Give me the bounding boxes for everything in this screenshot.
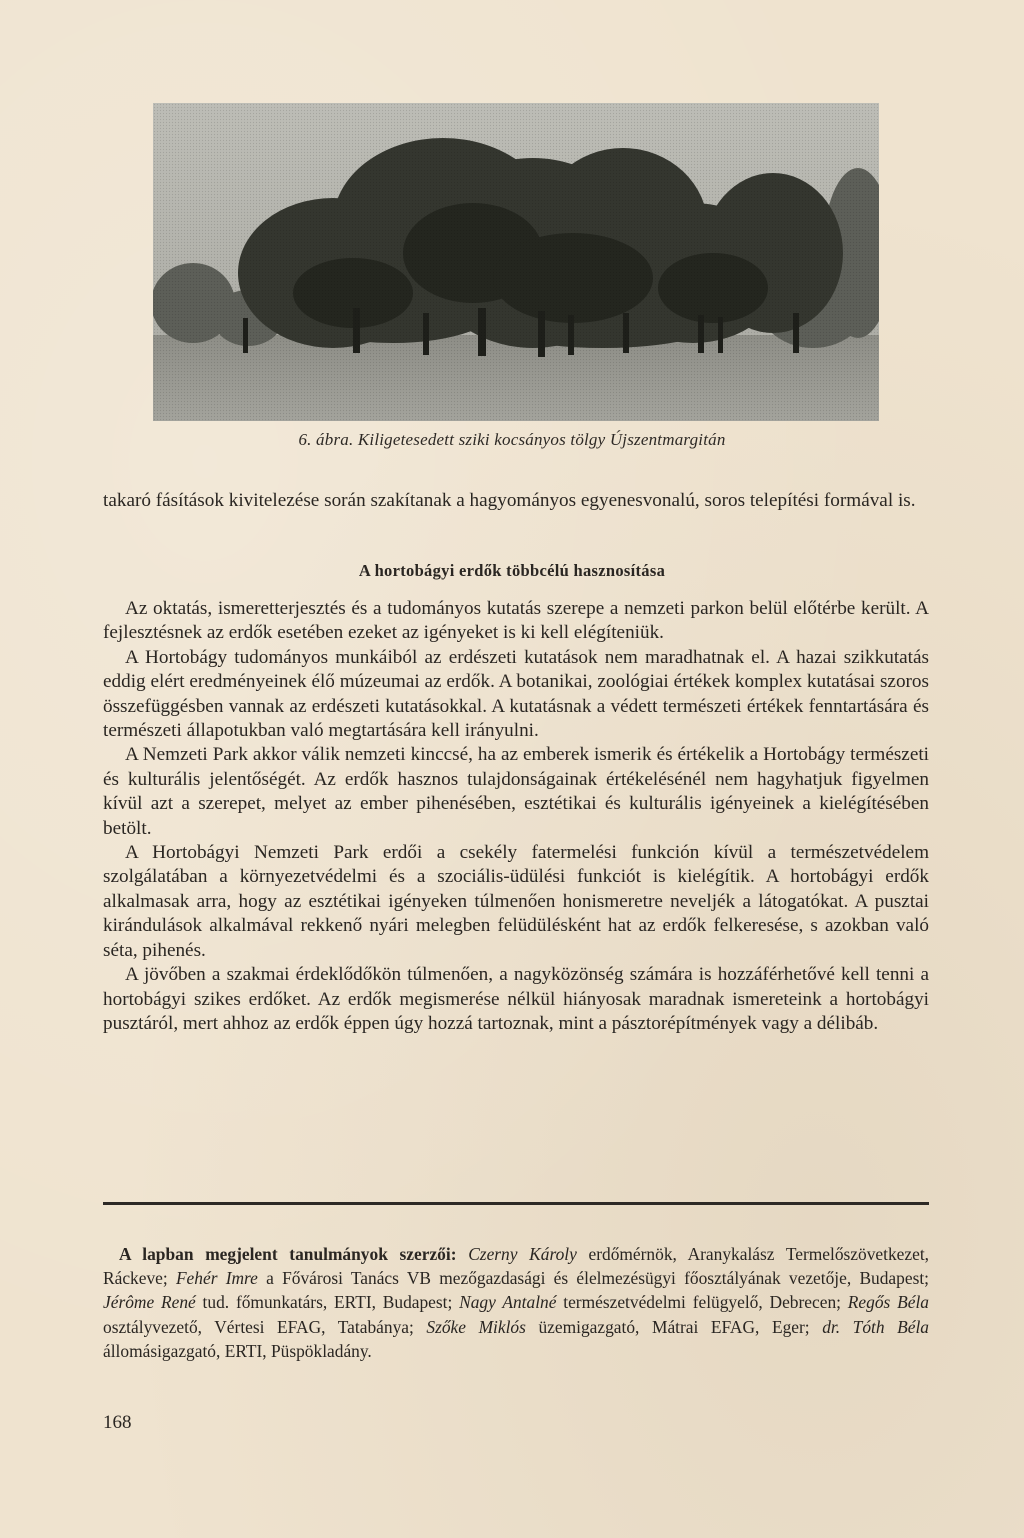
tree-photo: [153, 103, 879, 421]
body-paragraph: A jövőben a szakmai érdeklődőkön túlmenően, a nagyközönség számára is hozzáférhetővé kell tenni a hortobágyi szikes erdőket. Az erdők megismerése nélkül hiányosak maradnak ismereteink a hortobágyi pusztáról, mert ahhoz az erdők éppen úgy hozzá tartoznak, mint a pásztorépítmények vagy a délibáb.: [103, 964, 929, 1034]
author-name: Fehér Imre: [175, 1268, 258, 1289]
author-name: Regős Béla: [847, 1292, 929, 1313]
author-name: Czerny Károly: [468, 1244, 577, 1264]
figure-number: 6. ábra.: [298, 430, 354, 449]
author-desc: tud. főmunkatárs, ERTI, Budapest;: [195, 1292, 460, 1313]
body-paragraph: A Nemzeti Park akkor válik nemzeti kinccsé, ha az emberek ismerik és értékelik a Hortobágy természeti és kulturális jelentőségét. Az erdők hasznos tulajdonságainak értékelésénél nem hagyhatjuk figyelmen kívül azt a szerepet, melyet az ember pihenésében, esztétikai és kulturális igényeinek a kielégítésében betölt.: [103, 744, 929, 839]
author-name: Szőke Miklós: [426, 1316, 526, 1337]
authors-note: [103, 1242, 929, 1363]
author-desc: természetvédelmi felügyelő, Debrecen;: [556, 1292, 848, 1313]
figure-caption-text: Kiligetesedett sziki kocsányos tölgy Újszentmargitán: [357, 430, 726, 449]
author-desc: üzemigazgató, Mátrai EFAG, Eger;: [525, 1316, 823, 1337]
figure-caption: [0, 430, 1024, 450]
body-paragraph: A Hortobágy tudományos munkáiból az erdészeti kutatások nem maradhatnak el. A hazai szikkutatás eddig elért eredményeinek élő múzeumai az erdők. A botanikai, zoológiai értékek komplex kutatásai szoros összefüggésben vannak az erdészeti kutatásokkal. A kutatásnak a védett természeti értékek fenntartására és természeti állapotukban való megtartására kell irányulni.: [103, 646, 929, 742]
body-paragraph: Az oktatás, ismeretterjesztés és a tudományos kutatás szerepe a nemzeti parkon belül előtérbe került. A fejlesztésnek az erdők esetében ezeket az igényeket is ki kell elégíteniük.: [103, 598, 929, 644]
author-desc: osztályvezető, Vértesi EFAG, Tatabánya;: [103, 1316, 427, 1337]
author-name: Jérôme René: [103, 1292, 196, 1313]
page-number: 168: [103, 1412, 132, 1433]
section-heading: A hortobágyi erdők többcélú hasznosítása: [358, 561, 666, 580]
body-text: [103, 597, 929, 1036]
intro-paragraph-block: [103, 489, 929, 513]
body-paragraph: A Hortobágyi Nemzeti Park erdői a csekély fatermelési funkción kívül a természetvédelem szolgálatában a környezetvédelmi és a szociális-üdülési funkciót is kielégítik. A hortobágyi erdők alkalmasak arra, hogy az esztétikai igényeken túlmenően honismeretre neveljék a látogatókat. A pusztai kirándulások alkalmával rekkenő nyári melegben felüdülésként hat az erdők felkeresése, s azokban való séta, pihenés.: [103, 842, 929, 961]
author-desc: a Fővárosi Tanács VB mezőgazdasági és élelmezésügyi főosztályának vezetője, Budapest;: [257, 1268, 929, 1289]
authors-lead: A lapban megjelent tanulmányok szerzői:: [119, 1244, 457, 1264]
author-name: dr. Tóth Béla: [822, 1316, 930, 1337]
authors-paragraph: [103, 1242, 929, 1363]
divider-rule: [103, 1202, 929, 1205]
author-desc: állomásigazgató, ERTI, Püspökladány.: [103, 1340, 372, 1361]
author-name: Nagy Antalné: [459, 1292, 557, 1313]
intro-paragraph: takaró fásítások kivitelezése során szakítanak a hagyományos egyenesvonalú, soros telepítési formával is.: [103, 490, 916, 511]
author-desc: erdőmérnök, Aranykalász Termelőszövetkezet, Ráckeve;: [103, 1244, 929, 1289]
